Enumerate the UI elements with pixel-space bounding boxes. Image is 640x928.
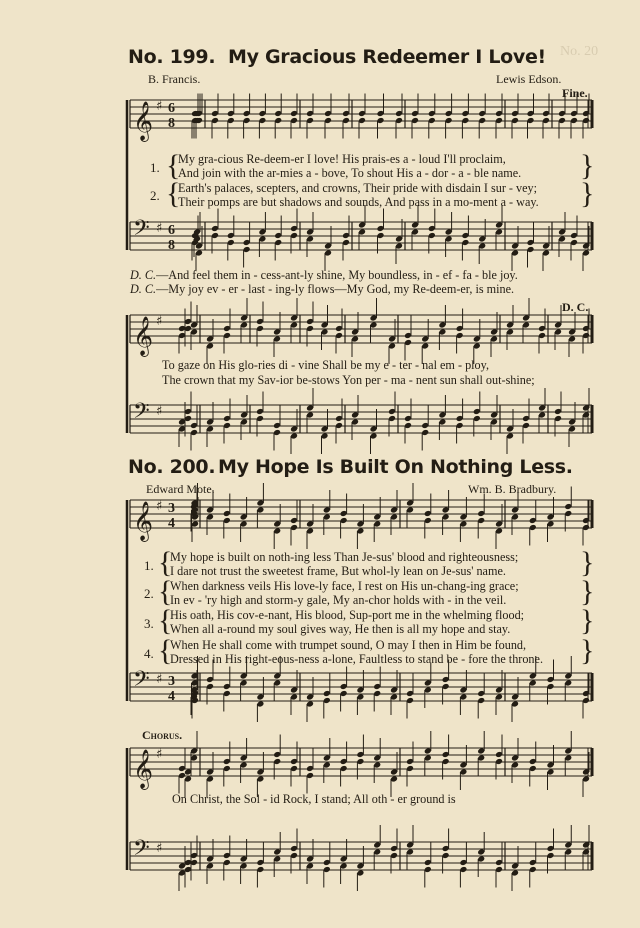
key-sharp: ♯ [156, 499, 163, 514]
verse-line: My hope is built on noth-ing less Than Je-sus' blood and righteousness; [170, 550, 519, 564]
hymn-199-number: No. 199. [128, 46, 216, 68]
treble-clef: 𝄞 [133, 501, 154, 541]
verse-line: Their pomps are but shadows and sounds, And pass in a mo-ment a - way. [178, 195, 539, 209]
treble-clef: 𝄞 [133, 101, 154, 141]
verse-number: 4. [144, 646, 154, 661]
brace-right: } [580, 604, 595, 637]
second-line: To gaze on His glo-ries di - vine Shall be my e - ter - nal em - ploy, [162, 358, 489, 372]
chorus-line: On Christ, the Sol - id Rock, I stand; All oth - er ground is [172, 792, 456, 806]
hymn-200-title: My Hope Is Built On Nothing Less. [218, 456, 573, 478]
verse-number: 3. [144, 616, 154, 631]
chorus-label: Chorus. [142, 728, 183, 742]
key-sharp: ♯ [156, 672, 163, 687]
key-sharp: ♯ [156, 841, 163, 856]
time-signature: 6 [168, 101, 175, 116]
dc-prefix: D. C. [130, 268, 157, 282]
page-watermark: No. 20 [560, 44, 599, 59]
bass-clef: 𝄢 [133, 216, 150, 246]
time-signature: 4 [168, 516, 175, 531]
brace-right: } [580, 634, 595, 667]
verse-line: My gra-cious Re-deem-er I love! His prais-es a - loud I'll proclaim, [178, 152, 506, 166]
brace-left: { [158, 634, 173, 667]
verse-line: When He shall come with trumpet sound, O may I then in Him be found, [170, 638, 527, 652]
verse-number: 2. [150, 188, 160, 203]
second-line: The crown that my Sav-ior be-stows Yon per - ma - nent sun shall out-shine; [162, 373, 535, 387]
time-signature: 3 [168, 674, 175, 689]
hymn-199-title: My Gracious Redeemer I Love! [228, 46, 546, 68]
hymn-200-number: No. 200. [128, 456, 216, 478]
key-sharp: ♯ [156, 404, 163, 419]
time-signature: 8 [168, 116, 175, 131]
dc-mark: D. C. [562, 300, 589, 314]
bass-clef: 𝄢 [133, 836, 150, 866]
bass-clef: 𝄢 [133, 399, 150, 429]
brace-right: } [580, 177, 595, 210]
verse-line: I dare not trust the sweetest frame, But whol-ly lean on Je-sus' name. [170, 564, 506, 578]
key-sharp: ♯ [156, 747, 163, 762]
time-signature: 4 [168, 689, 175, 704]
brace-right: } [580, 575, 595, 608]
verse-line: In ev - 'ry high and storm-y gale, My an-chor holds with - in the veil. [170, 593, 507, 607]
brace-left: { [158, 575, 173, 608]
brace-left: { [166, 177, 181, 210]
brace-right: } [580, 149, 595, 182]
hymn-200-author: Edward Mote. [146, 482, 215, 496]
verse-number: 2. [144, 586, 154, 601]
brace-right: } [580, 546, 595, 579]
brace-left: { [166, 149, 181, 182]
time-signature: 6 [168, 223, 175, 238]
hymn-199-author: B. Francis. [148, 72, 201, 86]
treble-clef: 𝄞 [133, 749, 154, 789]
verse-number: 1. [144, 558, 154, 573]
verse-line: When darkness veils His love-ly face, I rest on His un-chang-ing grace; [170, 579, 519, 593]
verse-line: His oath, His cov-e-nant, His blood, Sup-port me in the whelming flood; [170, 608, 525, 622]
hymn-200-composer: Wm. B. Bradbury. [468, 482, 557, 496]
bass-clef: 𝄢 [133, 667, 150, 697]
key-sharp: ♯ [156, 314, 163, 329]
key-sharp: ♯ [156, 221, 163, 236]
key-sharp: ♯ [156, 99, 163, 114]
verse-number: 1. [150, 160, 160, 175]
time-signature: 8 [168, 238, 175, 253]
dc-text: —My joy ev - er - last - ing-ly flows—My God, my Re-deem-er, is mine. [156, 282, 515, 296]
verse-line: Dressed in His right-eous-ness a-lone, Faultless to stand be - fore the throne. [170, 652, 543, 666]
brace-left: { [158, 604, 173, 637]
verse-line: And join with the ar-mies a - bove, To shout His a - dor - a - ble name. [178, 166, 522, 180]
fine-mark: Fine. [562, 86, 588, 100]
verse-line: When all a-round my soul gives way, He then is all my hope and stay. [170, 622, 511, 636]
verse-line: Earth's palaces, scepters, and crowns, Their pride with disdain I sur - vey; [178, 181, 538, 195]
time-signature: 3 [168, 501, 175, 516]
dc-text: —And feel them in - cess-ant-ly shine, My boundless, in - ef - fa - ble joy. [156, 268, 518, 282]
brace-left: { [158, 546, 173, 579]
dc-prefix: D. C. [130, 282, 157, 296]
treble-clef: 𝄞 [133, 316, 154, 356]
hymn-199-composer: Lewis Edson. [496, 72, 562, 86]
